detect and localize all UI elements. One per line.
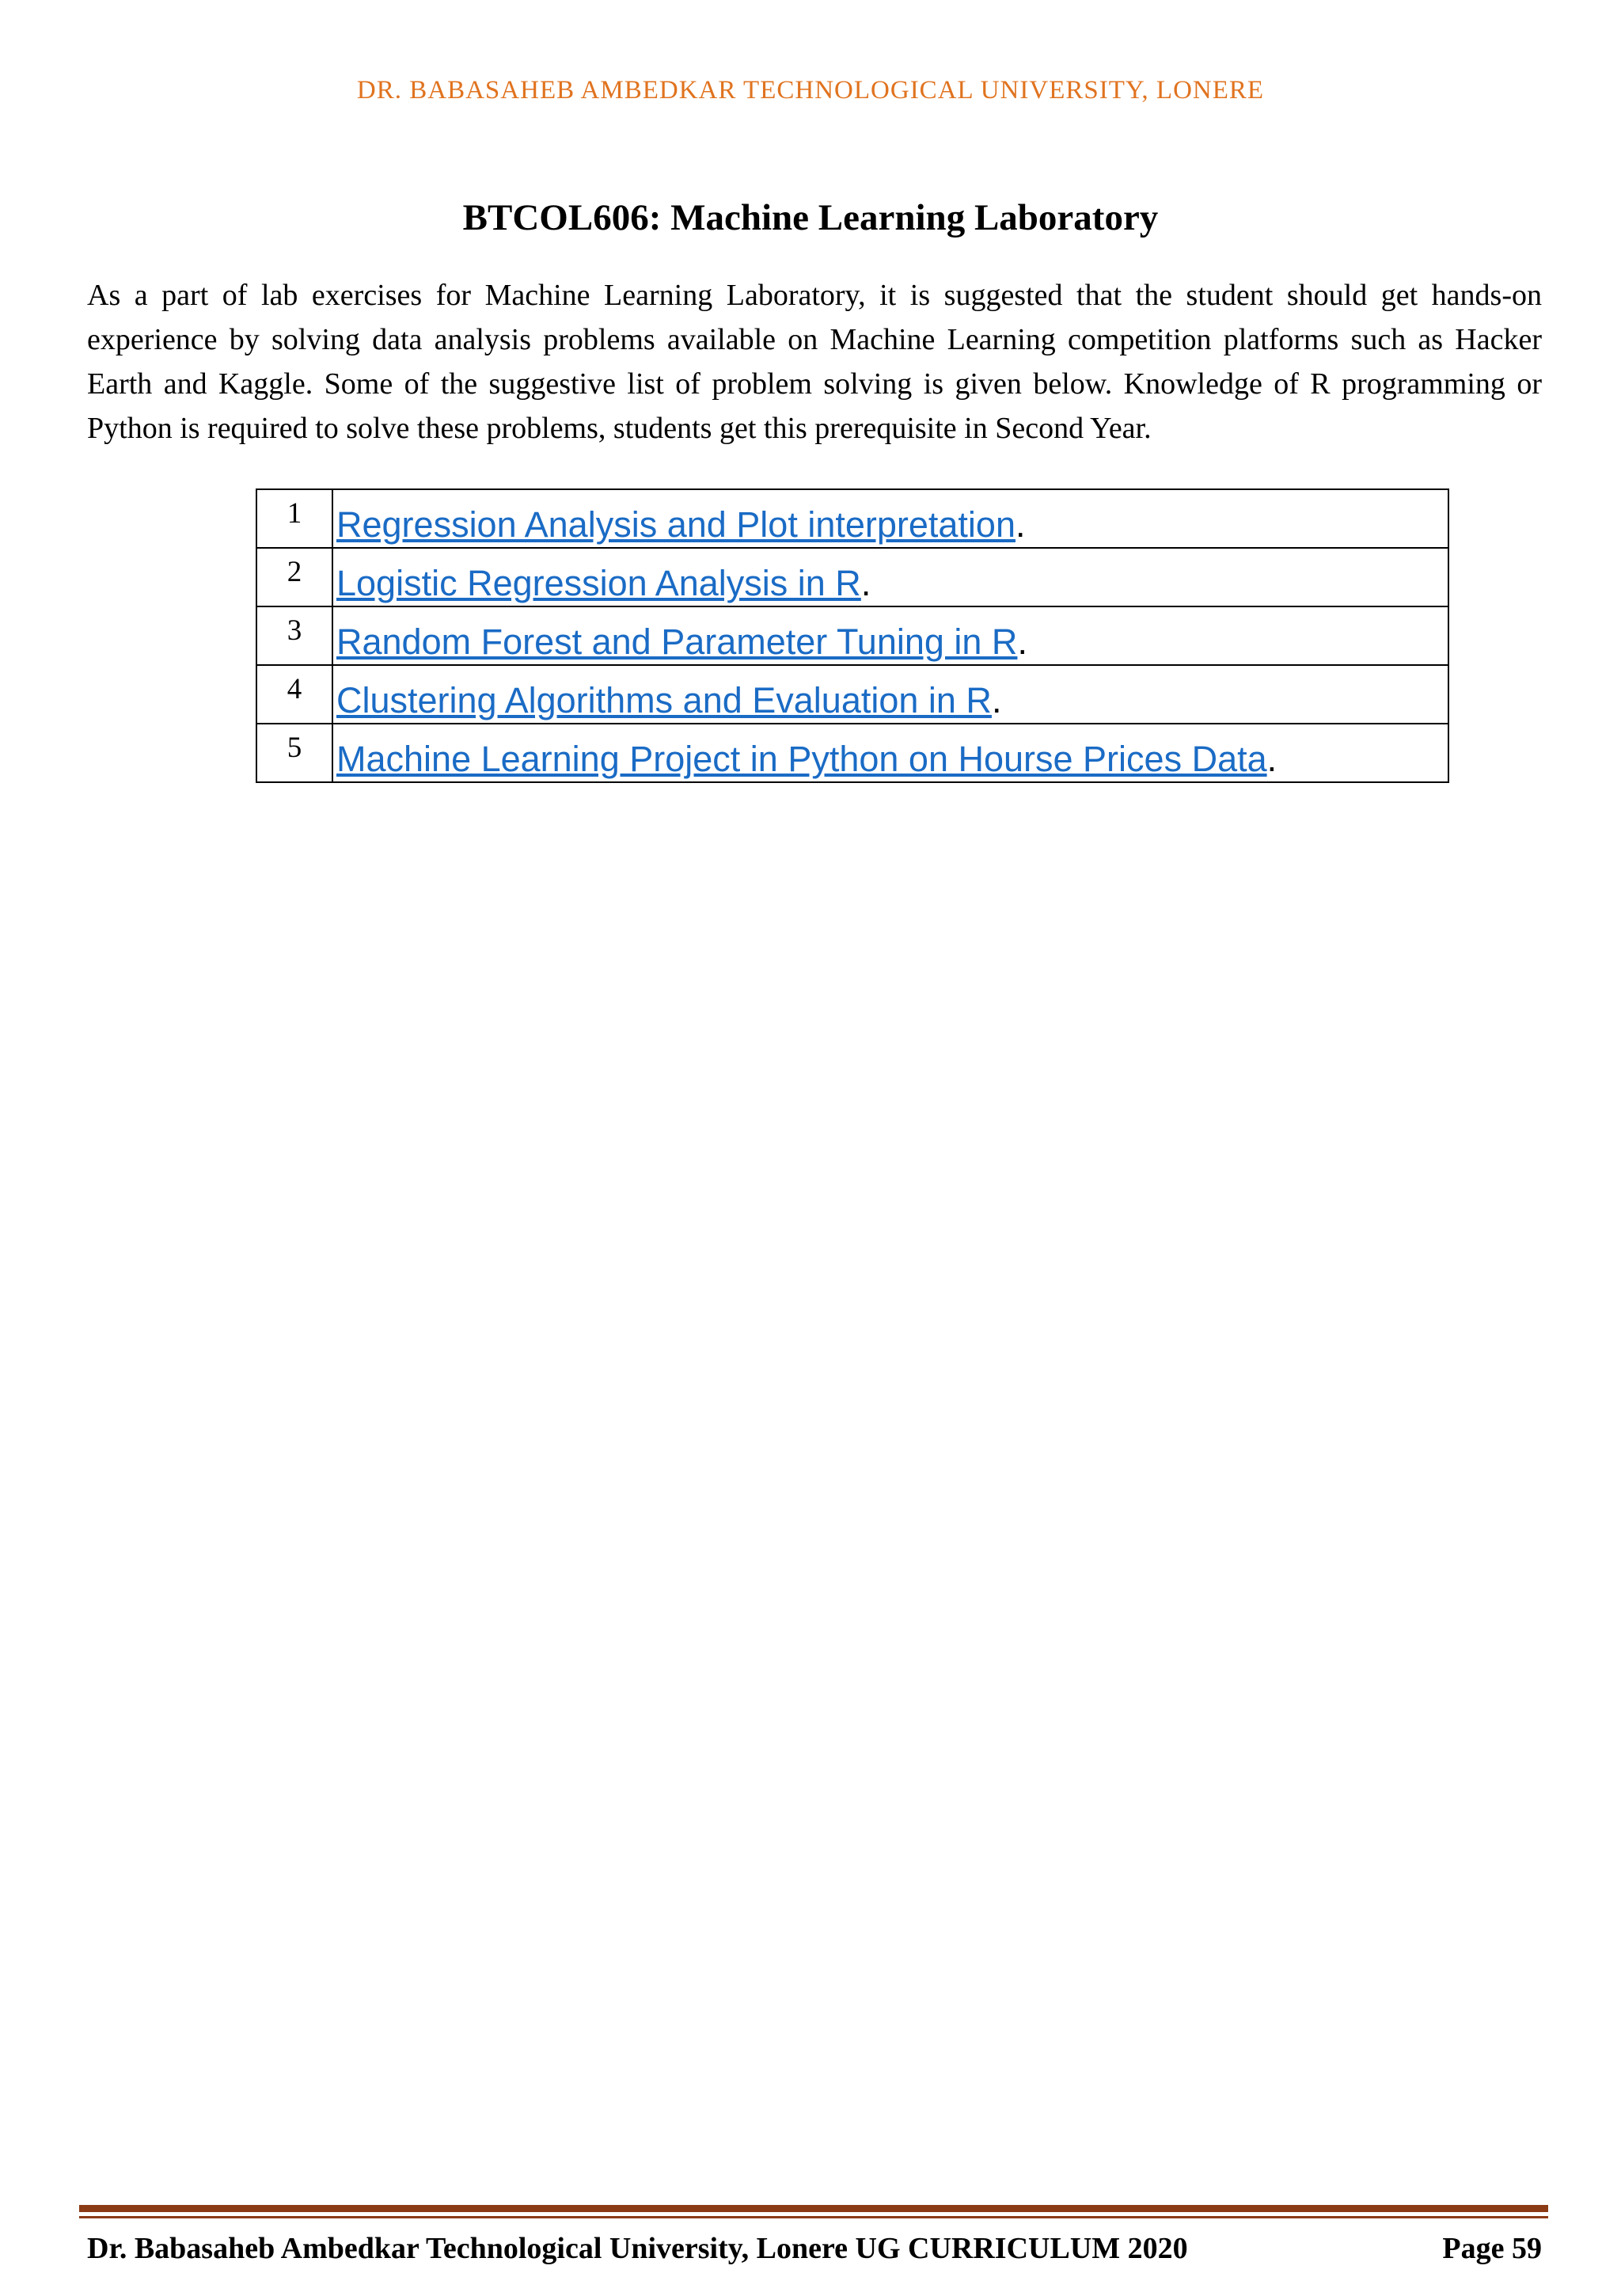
table-row: [256, 665, 1448, 724]
footer-rule-thin: [79, 2216, 1548, 2218]
intro-paragraph: As a part of lab exercises for Machine Learning Laboratory, it is suggested that the student should get hands-on experience by solving data analysis problems available on Machine Learning competition platforms such as Hacker Earth and Kaggle. Some of the suggestive list of problem solving is given below. Knowledge of R programming or Python is required to solve these problems, students get this prerequisite in Second Year.: [87, 279, 1542, 445]
page-header: DR. BABASAHEB AMBEDKAR TECHNOLOGICAL UNIVERSITY, LONERE: [356, 76, 1265, 105]
row-item: [332, 548, 1448, 606]
row-item: [332, 724, 1448, 782]
item-period: .: [991, 680, 1002, 720]
lab-link-random-forest[interactable]: Random Forest and Parameter Tuning in R: [336, 622, 1018, 662]
item-period: .: [860, 563, 871, 603]
footer-text: Dr. Babasaheb Ambedkar Technological University, Lonere UG CURRICULUM 2020: [87, 2232, 1188, 2265]
row-number: 5: [256, 724, 332, 782]
row-item: [332, 489, 1448, 548]
table-row: [256, 606, 1448, 665]
page-number: Page 59: [1442, 2232, 1542, 2265]
table-row: [256, 548, 1448, 606]
row-item: [332, 665, 1448, 724]
table-row: [256, 489, 1448, 548]
row-number: 4: [256, 665, 332, 724]
lab-link-logistic-regression[interactable]: Logistic Regression Analysis in R: [336, 563, 861, 603]
row-number: 2: [256, 548, 332, 606]
row-number: 3: [256, 606, 332, 665]
item-period: .: [1017, 622, 1027, 662]
table-row: [256, 724, 1448, 782]
lab-link-clustering-algorithms[interactable]: Clustering Algorithms and Evaluation in R: [336, 680, 992, 720]
lab-link-regression-analysis[interactable]: Regression Analysis and Plot interpretation: [336, 504, 1015, 545]
item-period: .: [1015, 504, 1026, 545]
lab-link-house-prices-project[interactable]: Machine Learning Project in Python on Hourse Prices Data: [336, 739, 1267, 779]
item-period: .: [1266, 739, 1277, 779]
lab-exercise-table: [256, 488, 1449, 783]
course-title: BTCOL606: Machine Learning Laboratory: [462, 197, 1159, 238]
row-item: [332, 606, 1448, 665]
footer-rule: [79, 2205, 1548, 2212]
row-number: 1: [256, 489, 332, 548]
